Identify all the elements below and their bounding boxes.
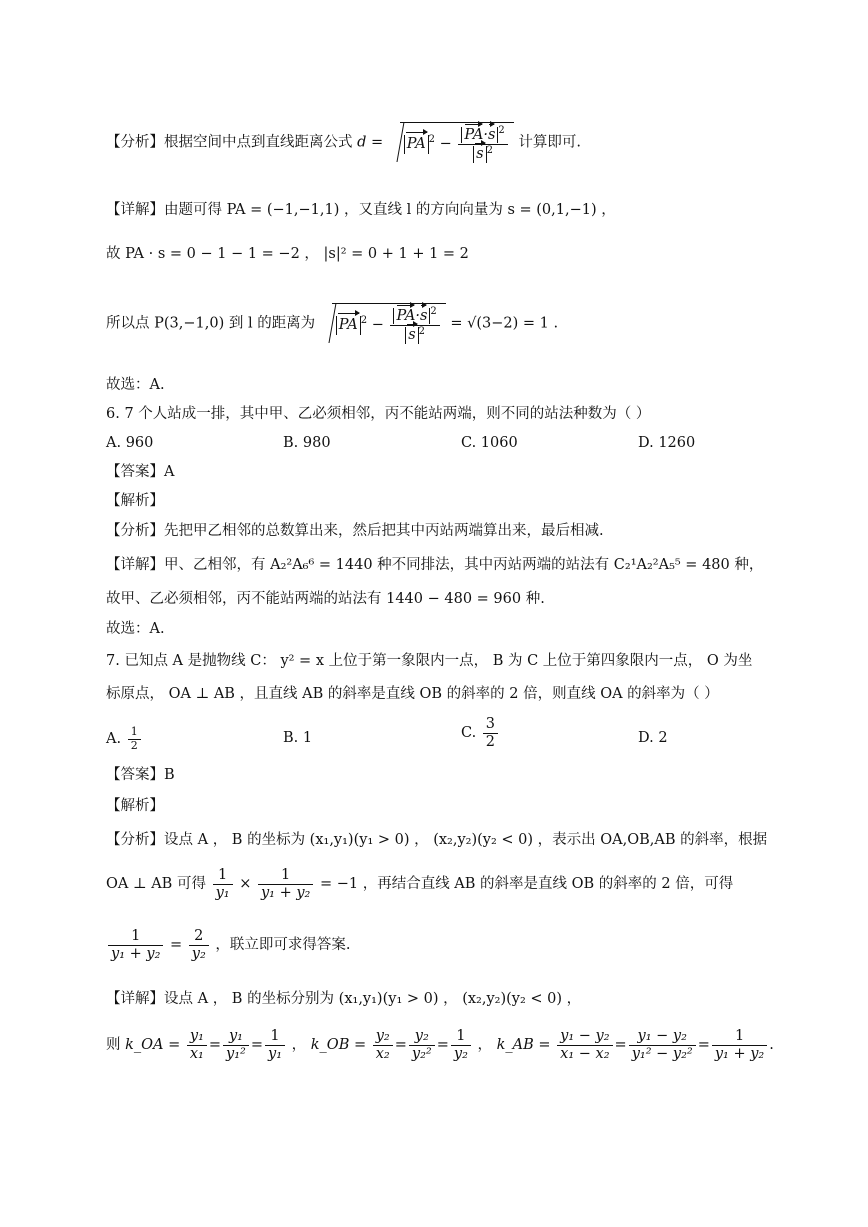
q7-option-b: B. 1: [283, 730, 313, 746]
numerator: y₁: [187, 1028, 207, 1046]
denominator: 2: [485, 733, 496, 750]
numerator: 1: [108, 928, 163, 946]
sqrt-formula: [332, 303, 446, 344]
denominator: y₁: [215, 884, 230, 901]
denominator: y₁ + y₂: [714, 1045, 765, 1062]
q6-detail: 【详解】甲、乙相邻，有 A₂²A₆⁶ = 1440 种不同排法，其中丙站两端的站法有 C₂¹A₂²A₅⁵ = 480 种，: [106, 557, 764, 573]
text-segment: OA ⊥ AB 可得: [106, 876, 206, 893]
text-segment: = √(3−2) = 1 .: [450, 315, 559, 332]
denominator: y₁: [268, 1045, 283, 1062]
numerator: PA·s $^2$: [458, 125, 507, 145]
vector-s: s: [487, 126, 496, 143]
equals-sign: =: [170, 937, 183, 954]
numerator: 1: [451, 1028, 471, 1046]
numerator: y₂: [409, 1028, 435, 1046]
text-segment: 【分析】根据空间中点到直线距离公式: [106, 134, 353, 151]
fraction: [108, 928, 163, 962]
exponent: 2: [418, 325, 426, 337]
question-6: 6. 7 个人站成一排，其中甲、乙必须相邻，丙不能站两端，则不同的站法种数为（ ）: [106, 406, 651, 422]
q6-choice: 故选：A.: [106, 621, 165, 637]
exponent: 2: [430, 306, 437, 317]
denominator: y₁²: [226, 1045, 246, 1062]
text-segment: 计算即可.: [518, 134, 581, 151]
numerator: 1: [712, 1028, 767, 1046]
denominator: y₂: [191, 945, 206, 962]
numerator: y₁: [223, 1028, 249, 1046]
detail-line-dot-product: 故 PA · s = 0 − 1 − 1 = −2 ， |s|² = 0 + 1 + 1 = 2: [106, 246, 469, 262]
question-7-line2: 标原点， OA ⊥ AB ，且直线 AB 的斜率是直线 OB 的斜率的 2 倍，则直线 OA 的斜率为（ ）: [106, 686, 719, 702]
equals-minus-one: = −1: [319, 876, 359, 893]
question-7-line1: 7. 已知点 A 是抛物线 C： y² = x 上位于第一象限内一点， B 为 C 上位于第四象限内一点， O 为坐: [106, 653, 753, 669]
q6-analysis: 【分析】先把甲乙相邻的总数算出来，然后把其中丙站两端算出来，最后相减.: [106, 523, 604, 539]
fraction: [258, 867, 313, 901]
q6-analysis-heading: 【解析】: [106, 493, 164, 509]
minus-sign: −: [371, 317, 384, 333]
q7-analysis-line2: [106, 867, 808, 901]
fraction: [390, 306, 439, 344]
q7-detail-line1: 【详解】设点 A ， B 的坐标分别为 (x₁,y₁)(y₁ > 0) ， (x₂,y₂)(y₂ < 0) ，: [106, 991, 582, 1007]
numerator: y₁ − y₂: [629, 1028, 696, 1046]
q6-option-a: A. 960: [106, 435, 154, 451]
denominator: x₂: [375, 1045, 390, 1062]
option-label: A.: [106, 731, 122, 748]
numerator: y₁ − y₂: [557, 1028, 612, 1046]
vector-pa: PA: [336, 316, 361, 335]
answer-choice-line: 故选：A.: [106, 377, 165, 393]
fraction: [213, 867, 233, 901]
exponent: 2: [498, 125, 505, 136]
fraction: [712, 1028, 767, 1062]
fraction: [373, 1028, 393, 1062]
text-segment: .: [769, 1037, 774, 1054]
exponent: 2: [428, 134, 436, 146]
analysis-line-distance: [106, 122, 808, 163]
formula-d: d =: [357, 134, 384, 151]
minus-sign: −: [439, 136, 452, 152]
fraction: [458, 125, 507, 163]
q6-detail-result: 故甲、乙必须相邻，丙不能站两端的站法有 1440 − 480 = 960 种.: [106, 591, 545, 607]
fraction: [223, 1028, 249, 1062]
q7-analysis-heading: 【解析】: [106, 798, 164, 814]
denominator: [390, 326, 439, 345]
denominator: y₁ + y₂: [260, 884, 311, 901]
numerator: y₂: [373, 1028, 393, 1046]
detail-line-distance-result: [106, 303, 808, 344]
q6-option-d: D. 1260: [638, 435, 696, 451]
denominator: 2: [130, 738, 138, 752]
vector-s: s: [405, 327, 418, 344]
fraction: [187, 1028, 207, 1062]
denominator: y₁² − y₂²: [631, 1045, 693, 1062]
fraction: [557, 1028, 612, 1062]
denominator: x₁: [189, 1045, 204, 1062]
text-segment: ，: [291, 1037, 307, 1054]
numerator: 2: [189, 928, 209, 946]
fraction: [409, 1028, 435, 1062]
fraction: [451, 1028, 471, 1062]
denominator: y₂: [453, 1045, 468, 1062]
text-segment: ，再结合直线 AB 的斜率是直线 OB 的斜率的 2 倍，可得: [362, 876, 734, 893]
q7-option-a: [106, 726, 143, 752]
q6-option-b: B. 980: [283, 435, 331, 451]
q7-option-d: D. 2: [638, 730, 668, 746]
q7-analysis-line3: [106, 928, 808, 962]
numerator: 1: [265, 1028, 285, 1046]
slope-ab-label: k_AB =: [496, 1037, 551, 1054]
text-segment: ，: [477, 1037, 492, 1054]
q6-option-c: C. 1060: [461, 435, 518, 451]
denominator: y₁ + y₂: [111, 945, 161, 962]
denominator: y₂²: [411, 1045, 432, 1062]
exponent: 2: [486, 144, 493, 156]
fraction-one-half: [128, 726, 141, 752]
q6-answer: 【答案】A: [106, 464, 175, 480]
text-segment: 则: [106, 1037, 121, 1054]
fraction: [629, 1028, 696, 1062]
vector-pa: PA: [396, 307, 416, 324]
sqrt-formula: [400, 122, 514, 163]
slope-oa-label: k_OA =: [125, 1037, 181, 1054]
slope-ob-label: k_OB =: [310, 1037, 367, 1054]
q7-answer: 【答案】B: [106, 767, 175, 783]
numerator: 1: [213, 867, 233, 885]
vector-s: s: [419, 307, 428, 324]
text-segment: ，联立即可求得答案.: [215, 937, 351, 954]
detail-line-vectors: 【详解】由题可得 PA = (−1,−1,1) ，又直线 l 的方向向量为 s = (0,1,−1) ，: [106, 202, 616, 218]
option-label: C.: [461, 725, 477, 742]
vector-pa: PA: [404, 135, 429, 154]
q7-option-c: [461, 716, 500, 750]
times-sign: ×: [239, 876, 252, 893]
q7-detail-slopes: 则 k_OA = $\frac{\text{y₁}}{\text{x₁}}$ = $\frac{\text{y₁}}{\text{y₁²}}$ = $\frac{1}{\text{y₁}}$ ， k_OB = $\frac{\text{y₂}}{\text{x₂}}$ = $\frac{\text{y₂}}{\text{y₂²}}$ = $\frac{1}{\text{y₂}}$ ， k_AB = $\frac{\text{y₁ − y₂}}{\text{x₁ − x₂}}$ = $\frac{\text{y₁ − y₂}}{\text{y₁² − y₂²}}$ = $\frac{1}{\text{y₁ + y₂}}$ .: [106, 1028, 774, 1062]
text-segment: 所以点 P(3,−1,0) 到 l 的距离为: [106, 315, 316, 332]
numerator: 1: [128, 726, 141, 740]
q7-analysis-line1: 【分析】设点 A ， B 的坐标为 (x₁,y₁)(y₁ > 0) ， (x₂,y₂)(y₂ < 0) ，表示出 OA,OB,AB 的斜率，根据: [106, 832, 768, 848]
numerator: PA·s $^2$: [390, 306, 439, 326]
fraction-three-halves: [483, 716, 498, 750]
denominator: x₁ − x₂: [560, 1045, 610, 1062]
fraction: [265, 1028, 285, 1062]
exponent: 2: [360, 315, 368, 327]
numerator: 1: [258, 867, 313, 885]
numerator: 3: [483, 716, 498, 734]
denominator: [458, 145, 507, 164]
vector-pa: PA: [464, 126, 484, 143]
fraction: [189, 928, 209, 962]
vector-s: s: [473, 146, 486, 163]
